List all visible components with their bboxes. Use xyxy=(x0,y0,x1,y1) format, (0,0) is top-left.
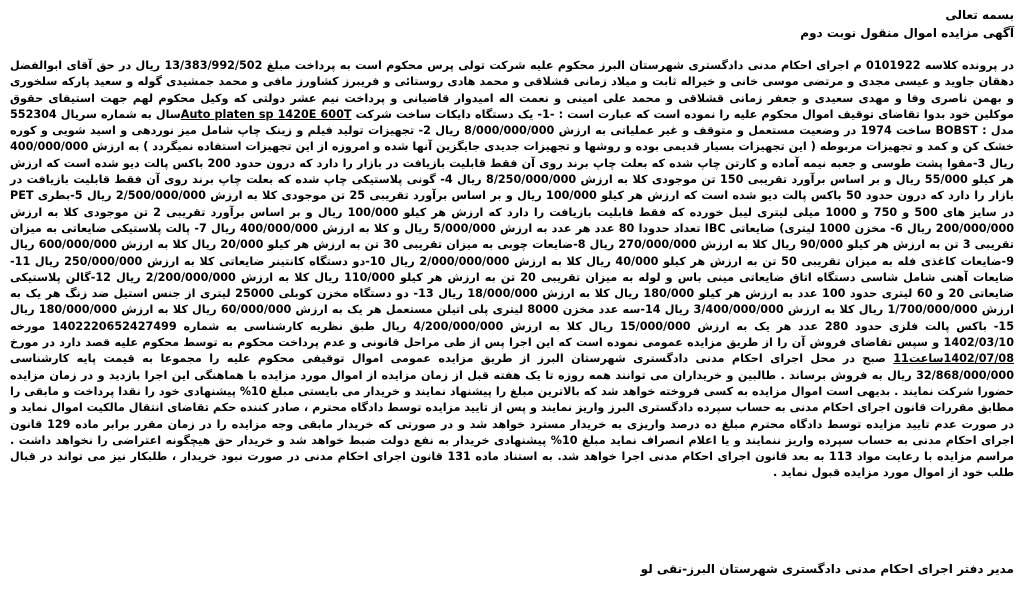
notice-title: آگهی مزایده اموال منقول نوبت دوم xyxy=(800,26,1014,40)
basmala-heading: بسمه تعالی xyxy=(945,8,1014,22)
notice-body xyxy=(10,58,1014,482)
body-intro: در پرونده کلاسه 0101922 م اجرای احکام مدنی دادگستری شهرستان البرز محکوم علیه شرکت تولی پرس محکوم است به پرداخت مبلغ 13/383/992/502 ریال در حق آقای ابوالفضل دهقان جاوید و عیسی مجدی و مرتضی موسی خانی و خیراله ثابت و میلاد زمانی قشلاقی و محمد هادی روستائی و فریبرز کشاورز مافی و محمد جمشیدی گوله و سعید پارکه سلخوری و بهمن ناصری وفا و مهدی سعیدی و جعفر زمانی قشلاقی و محمد علی امینی و نعمت اله امیدوار قاضیانی و پرداخت نیم عشر دولتی که وکیل محکوم لهم جهت استیفای حقوق موکلین خود بدوا تقاضای توقیف اموال محکوم علیه را نموده است که عبارت است : -1- یک دستگاه دایکات ساخت شرکت xyxy=(10,59,1014,121)
auction-time-label: ساعت xyxy=(908,352,944,366)
body-terms: صبح در محل اجرای احکام مدنی دادگستری شهرستان البرز از طریق مزایده عمومی اموال توقیفی محکوم علیه را مجموعا به قیمت پایه کارشناسی 32/868/000/000 ریال به فروش برساند . طالبین و خریداران می توانند همه روزه تا یک هفته قبل از زمان مزایده از اموال مورد مزایده با هماهنگی این اجرا بازدید و در زمان مزایده حضورا شرکت نمایند . بدیهی است اموال مزایده به کسی فروخته خواهد شد که بالاترین مبلغ را پیشنهاد نمایند و خریدار می بایستی مبلغ 10% پیشنهادی خود را نقدا پرداخت و مابقی را مطابق مقررات قانون اجرای احکام مدنی به حساب سپرده دادگستری البرز واریز نمایند و پس از تایید مزایده توسط دادگاه محترم ، صادر کننده حکم تقاضای انتقال مالکیت اموال نماید و در صورت عدم تایید مزایده توسط دادگاه محترم مبلغ ده درصد واریزی به خریدار مسترد خواهد شد و در صورتی که خریدار مابقی وجه مزایده را در زمان مقرر برابر ماده 129 قانون اجرای احکام مدنی به حساب سپرده واریز ننمایند و یا اعلام انصراف نماید مبلغ 10% پیشنهادی خریدار به نفع دولت ضبط خواهد شد و خریدار حق هیچگونه اعتراضی را نخواهد داشت . مراسم مزایده با رعایت مواد 113 به بعد قانون اجرای احکام مدنی اجرا خواهد شد. به استناد ماده 131 قانون اجرای احکام مدنی در صورت نبود خریدار ، طلبکار نیز می تواند در قبال طلب خود از اموال مورد مزایده قبول نماید . xyxy=(10,352,1014,480)
auction-time: 11 xyxy=(893,352,909,366)
body-items: سال به شماره سریال 552304 مدل : BOBST ساخت 1974 در وضعیت مستعمل و متوقف و غیر عملیاتی به ارزش 8/000/000/000 ریال 2- تجهیزات تولید فیلم و زینک چاپ شامل میز نوردهی و اسید شویی و کوره خشک کن و کمد و تجهیزات مربوطه ( این تجهیزات بسیار قدیمی بوده و روشها و تجهیزات جدیدی جایگزین آنها شده و امروزه از این تجهیزات استفاده نمیگردد ) به ارزش 400/000/000 ریال 3-مقوا پشت طوسی و جعبه نیمه آماده و کارتن چاپ شده که بعلت چاپ برند روی آن فقط قابلیت بازیافت در بازار را دارد که درون حدود 200 باکس پالت دیو شده است که ارزش هر کیلو 55/000 ریال و بر اساس برآورد تقریبی 150 تن موجودی کلا به ارزش 8/250/000/000 ریال 4- گونی پلاستیکی چاپ شده که بعلت چاپ برند روی آن فقط قابلیت بازیافت در بازار را دارد که درون حدود 50 باکس پالت دیو شده است که ارزش هر کیلو 100/000 ریال و بر اساس برآورد تقریبی 25 تن موجودی کلا به ارزش 2/500/000/000 ریال 5-بطری PET در سایز های 500 و 750 و 1000 میلی لیتری لیبل خورده که فقط قابلیت بازیافت را دارد که ارزش هر کیلو 100/000 ریال و بر اساس برآورد تقریبی 2 تن موجودی کلا به ارزش 200/000/000 ریال 6- مخزن 1000 لیتری) ضایعاتی IBC تعداد حدودا 80 عدد هر عدد به ارزش 5/000/000 ریال و کلا به ارزش 400/000/000 ریال 7- پالت پلاستیکی ضایعاتی به میزان تقریبی 3 تن به ارزش هر کیلو 90/000 ریال کلا به ارزش 270/000/000 ریال 8-ضایعات چوبی به میزان تقریبی 30 تن به ارزش هر کیلو 20/000 ریال کلا به ارزش 600/000/000 ریال 9-ضایعات کاغذی فله به میزان تقریبی 50 تن به ارزش هر کیلو 40/000 ریال کلا به ارزش 2/000/000/000 ریال 10-دو دستگاه کانتینر ضایعاتی کلا به ارزش 250/000/000 ریال 11-ضایعات آهنی شامل شاسی دستگاه اتاق ضایعاتی مینی باس و لوله به میزان تقریبی 20 تن به ارزش هر کیلو 110/000 ریال کلا به ارزش 2/200/000/000 ریال 12-گالن پلاستیکی ضایعاتی 20 و 60 لیتری حدود 100 عدد به ارزش هر کیلو 180/000 ریال کلا به ارزش 18/000/000 ریال 13- دو دستگاه مخزن کوبلی 25000 لیتری از جنس استیل ضد زنگ هر یک به ارزش 1/700/000/000 ریال کلا به ارزش 3/400/000/000 ریال 14-سه عدد مخزن 8000 لیتری پلی اتیلن مستعمل هر یک به ارزش 60/000/000 ریال کلا به ارزش 180/000/000 ریال 15- باکس پالت فلزی حدود 280 عدد هر یک به ارزش 15/000/000 ریال کلا به ارزش 4/200/000/000 ریال طبق نظریه کارشناسی به شماره 1402220652427499 مورخه 1402/03/10 و سپس تقاضای فروش آن را از طریق مزایده عمومی نموده است که این اجرا پس از طی مراحل قانونی و عدم پرداخت محکوم به توسط محکوم علیه قصد دارد در مورخ xyxy=(10,107,1015,350)
auction-date: 1402/07/08 xyxy=(943,352,1014,366)
machine-model: Auto platen sp 1420E 600T xyxy=(180,107,352,121)
office-signature: مدیر دفتر اجرای احکام مدنی دادگستری شهرستان البرز-نقی لو xyxy=(640,562,1014,576)
